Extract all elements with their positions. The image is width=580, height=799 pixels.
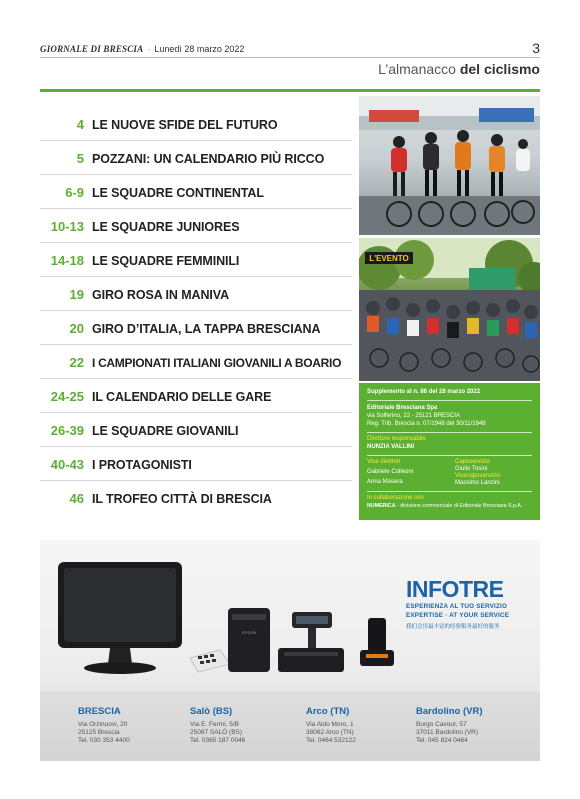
race-crowd-illustration	[359, 238, 540, 381]
toc-title: GIRO ROSA IN MANIVA	[92, 287, 229, 302]
toc-title: LE SQUADRE GIOVANILI	[92, 423, 239, 438]
section-title-bold: del ciclismo	[459, 61, 540, 77]
newspaper-name: GIORNALE DI BRESCIA	[40, 44, 144, 54]
ad-locations-footer	[40, 691, 540, 761]
registration: Reg. Trib. Brescia n. 07/1948 del 30/11/1948	[367, 421, 486, 427]
toc-item[interactable]	[40, 346, 352, 379]
printer-brand-label: EPSON	[241, 630, 257, 635]
location-zip: 25125 Brescia	[78, 729, 120, 736]
toc-item[interactable]	[40, 312, 352, 345]
collaboration-label: In collaborazione con	[367, 495, 424, 501]
location-phone: Tel. 045 824 0464	[416, 737, 468, 744]
toc-item[interactable]	[40, 482, 352, 515]
toc-item[interactable]	[40, 108, 352, 141]
vice-chief-label: Vicecaposervizio	[455, 473, 500, 479]
infotre-logo: INFOTRE	[406, 576, 504, 602]
collaboration-partner: NUMERICA	[367, 503, 396, 509]
chief-name: Giulio Tosini	[455, 466, 488, 472]
toc-title: LE SQUADRE JUNIORES	[92, 219, 240, 234]
toc-divider	[40, 480, 352, 481]
location-phone: Tel. 030 353 4400	[78, 737, 130, 744]
location-city: Bardolino (VR)	[416, 706, 483, 717]
toc-page-number: 24-25	[50, 389, 84, 404]
vice-directors-label: Vice direttori	[367, 459, 401, 465]
toc-page-number: 19	[69, 287, 84, 302]
collaboration-line	[367, 503, 522, 510]
toc-item[interactable]	[40, 244, 352, 277]
tagline-italian: ESPERIENZA AL TUO SERVIZIO	[406, 603, 508, 610]
toc-item[interactable]	[40, 448, 352, 481]
toc-title: I PROTAGONISTI	[92, 457, 192, 472]
location-brescia	[78, 706, 130, 745]
toc-title: LE SQUADRE FEMMINILI	[92, 253, 240, 268]
location-city: Salò (BS)	[190, 706, 233, 717]
toc-item[interactable]	[40, 210, 352, 243]
toc-page-number: 40-43	[50, 457, 84, 472]
location-street: Borgo Cavour, 57	[416, 721, 467, 728]
supplement-line: Supplemento al n. 86 del 28 marzo 2022	[367, 389, 481, 395]
colophon-box	[359, 383, 540, 520]
toc-divider	[40, 174, 352, 175]
location-street: Via E. Fermi, 5/B	[190, 721, 240, 728]
header-divider	[40, 57, 540, 58]
vice-chief-name: Massimo Lanzini	[455, 480, 500, 486]
tagline-chinese: 我们会用最丰富的经验服务最好的服务	[406, 624, 500, 630]
infotre-advertisement[interactable]	[40, 540, 540, 761]
race-start-photo	[359, 238, 540, 381]
toc-item[interactable]	[40, 380, 352, 413]
toc-item[interactable]	[40, 176, 352, 209]
toc-divider	[40, 412, 352, 413]
event-banner-text: L'EVENTO	[369, 254, 409, 263]
toc-divider	[40, 208, 352, 209]
toc-title: IL CALENDARIO DELLE GARE	[92, 389, 272, 404]
masthead-separator: ·	[147, 44, 151, 54]
location-arco	[306, 706, 356, 745]
location-zip: 37011 Bardolino (VR)	[416, 729, 479, 736]
collaboration-description: - divisione commerciale di Editoriale Bresciana S.p.A.	[395, 503, 523, 509]
toc-divider	[40, 242, 352, 243]
toc-page-number: 14-18	[50, 253, 84, 268]
toc-divider	[40, 140, 352, 141]
masthead	[40, 44, 244, 54]
toc-item[interactable]	[40, 278, 352, 311]
toc-title: POZZANI: UN CALENDARIO PIÙ RICCO	[92, 151, 325, 166]
issue-date: Lunedì 28 marzo 2022	[154, 44, 245, 54]
toc-divider	[40, 446, 352, 447]
toc-title: LE SQUADRE CONTINENTAL	[92, 185, 264, 200]
toc-divider	[40, 378, 352, 379]
director-name: NUNZIA VALLINI	[367, 444, 414, 450]
location-phone: Tel. 0464 532122	[306, 737, 356, 744]
colophon-divider	[367, 455, 532, 456]
colophon-divider	[367, 491, 532, 492]
location-salo	[190, 706, 245, 745]
toc-page-number: 46	[69, 491, 84, 506]
location-zip: 38062 Arco (TN)	[306, 729, 354, 736]
cycling-sprint-photo	[359, 96, 540, 235]
cycling-sprint-illustration	[359, 96, 540, 235]
publisher: Editoriale Bresciana Spa	[367, 405, 438, 411]
toc-item[interactable]	[40, 414, 352, 447]
toc-title: GIRO D’ITALIA, LA TAPPA BRESCIANA	[92, 321, 321, 336]
director-label: Direttore responsabile	[367, 436, 426, 442]
chief-label: Caposervizio	[455, 459, 490, 465]
toc-page-number: 22	[69, 355, 84, 370]
tagline-english: EXPERTISE · AT YOUR SERVICE	[406, 612, 510, 619]
toc-page-number: 4	[76, 117, 84, 132]
location-bardolino	[416, 706, 483, 745]
vice-director-2: Anna Masera	[367, 479, 403, 485]
toc-divider	[40, 276, 352, 277]
colophon-divider	[367, 432, 532, 433]
location-phone: Tel. 0365 187 0046	[190, 737, 246, 744]
vice-director-1: Gabriele Colleoni	[367, 469, 414, 475]
toc-page-number: 20	[69, 321, 84, 336]
section-title	[378, 61, 540, 77]
green-rule	[40, 89, 540, 92]
toc-title: LE NUOVE SFIDE DEL FUTURO	[92, 117, 278, 132]
pos-hardware-illustration	[40, 540, 400, 691]
publisher-address: via Solferino, 22 - 25121 BRESCIA	[367, 413, 461, 419]
section-title-light: L’almanacco	[378, 61, 460, 77]
toc-title: IL TROFEO CITTÀ DI BRESCIA	[92, 491, 272, 506]
toc-divider	[40, 344, 352, 345]
toc-item[interactable]	[40, 142, 352, 175]
toc-divider	[40, 310, 352, 311]
toc-page-number: 5	[76, 151, 84, 166]
location-street: Via Aldo Moro, 1	[306, 721, 354, 728]
page-number: 3	[532, 40, 540, 56]
toc-title: I CAMPIONATI ITALIANI GIOVANILI A BOARIO	[92, 355, 342, 370]
toc-page-number: 10-13	[50, 219, 84, 234]
toc-page-number: 26-39	[50, 423, 84, 438]
location-city: Arco (TN)	[306, 706, 350, 717]
location-zip: 25087 SALÒ (BS)	[190, 729, 243, 736]
location-city: BRESCIA	[78, 706, 121, 717]
toc-page-number: 6-9	[65, 185, 84, 200]
colophon-divider	[367, 400, 532, 401]
location-street: Via Orzinuovi, 20	[78, 721, 128, 728]
